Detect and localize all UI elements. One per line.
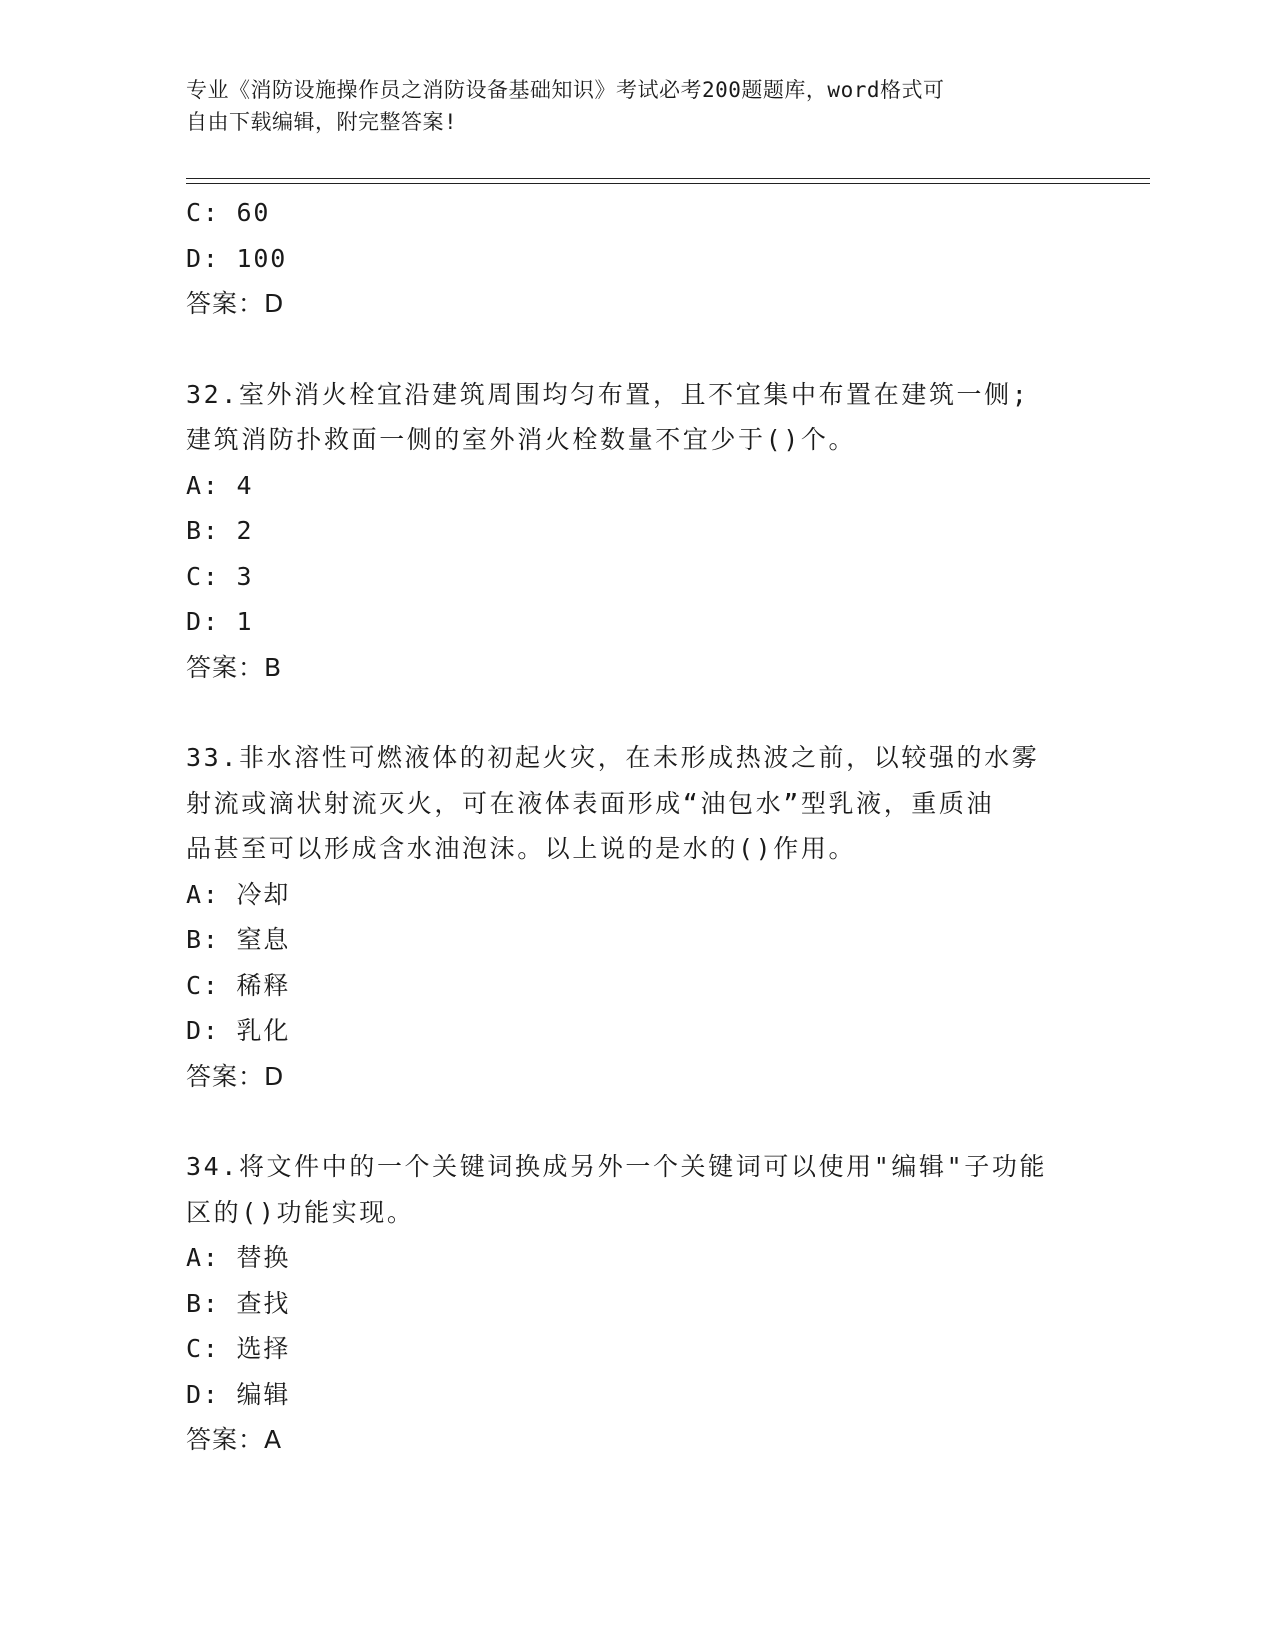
option-a: A: 冷却 — [186, 879, 291, 909]
question-text-line: 33.非水溶性可燃液体的初起火灾，在未形成热波之前，以较强的水雾 — [186, 743, 1040, 772]
option-a: A: 4 — [186, 470, 254, 500]
spacer — [186, 327, 1086, 372]
question-list — [186, 190, 1086, 1463]
option-d: D: 100 — [186, 243, 288, 273]
document-header — [186, 74, 1086, 138]
question-block — [186, 1144, 1086, 1463]
answer-line: 答案：A — [186, 1425, 283, 1454]
answer-line: 答案：D — [186, 1061, 285, 1091]
question-text-line: 区的()功能实现。 — [186, 1197, 415, 1227]
option-a: A: 替换 — [186, 1243, 291, 1272]
header-divider-bottom — [186, 183, 1150, 184]
option-d: D: 编辑 — [186, 1379, 291, 1409]
question-text-line: 射流或滴状射流灭火，可在液体表面形成“油包水”型乳液，重质油 — [186, 788, 995, 818]
header-divider-top — [186, 178, 1150, 179]
option-d: D: 1 — [186, 607, 254, 636]
spacer — [186, 690, 1086, 735]
option-c: C: 60 — [186, 198, 271, 227]
option-c: C: 稀释 — [186, 970, 291, 1000]
header-title-line-2: 自由下载编辑，附完整答案! — [186, 110, 458, 134]
answer-line: 答案：B — [186, 652, 283, 682]
question-block — [186, 190, 1086, 327]
option-d: D: 乳化 — [186, 1016, 291, 1045]
header-title-line-1: 专业《消防设施操作员之消防设备基础知识》考试必考200题题库，word格式可 — [186, 78, 945, 102]
question-text-line: 32.室外消火栓宜沿建筑周围均匀布置，且不宜集中布置在建筑一侧; — [186, 379, 1030, 409]
question-block — [186, 735, 1086, 1099]
question-text-line: 建筑消防扑救面一侧的室外消火栓数量不宜少于()个。 — [186, 425, 857, 454]
answer-line: 答案：D — [186, 289, 285, 318]
question-text-line: 品甚至可以形成含水油泡沫。以上说的是水的()作用。 — [186, 834, 857, 863]
option-c: C: 3 — [186, 561, 254, 591]
option-c: C: 选择 — [186, 1334, 291, 1363]
option-b: B: 2 — [186, 516, 254, 545]
option-b: B: 窒息 — [186, 925, 291, 954]
spacer — [186, 1099, 1086, 1144]
question-block — [186, 372, 1086, 691]
option-b: B: 查找 — [186, 1288, 291, 1318]
question-text-line: 34.将文件中的一个关键词换成另外一个关键词可以使用"编辑"子功能 — [186, 1152, 1048, 1181]
